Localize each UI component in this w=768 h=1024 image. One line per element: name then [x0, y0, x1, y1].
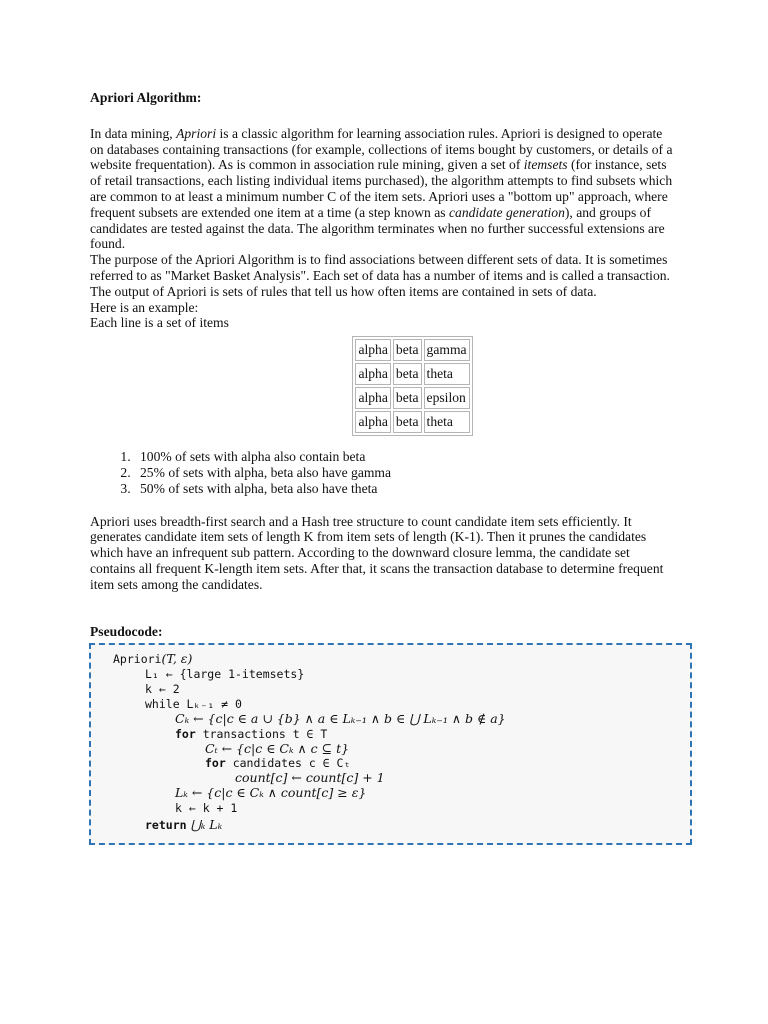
list-item: 3. 50% of sets with alpha, beta also have theta: [134, 481, 678, 497]
table-cell: theta: [424, 411, 470, 433]
code-line-6: [175, 727, 327, 741]
code-line-11: k ← k + 1: [175, 801, 238, 815]
code-line-12: [145, 817, 222, 832]
table-cell: epsilon: [424, 387, 470, 409]
code-line-4: [145, 697, 242, 711]
code-line-2: L₁ ← {large 1-itemsets}: [145, 667, 305, 681]
list-item: 2. 25% of sets with alpha, beta also have gamma: [134, 465, 678, 481]
intro-text-1: In data mining,: [90, 125, 177, 141]
intro-paragraph: [90, 126, 678, 252]
intro-text-3: (for instance, sets of retail transactions, each listing individual items purchased), the algorithm attempts to find subsets which are common to at least a minimum number C of the item sets. Apriori uses a "bottom up" approach, where frequent subsets are extended one item at a time (a step known as: [90, 157, 673, 220]
intro-itemsets-emph: itemsets: [523, 157, 568, 173]
intro-text-4: ), and groups of candidates are tested against the data. The algorithm terminates when no further successful extensions are found.: [90, 204, 665, 252]
code-while-cond: Lₖ₋₁ ≠ 0: [179, 697, 242, 711]
code-line-10: Lₖ ← {c|c ∈ Cₖ ∧ count[c] ≥ ε}: [175, 785, 367, 800]
intro-candgen-emph: candidate generation: [448, 204, 565, 220]
code-for-1-rest: transactions t ∈ T: [195, 727, 328, 741]
table-cell: alpha: [355, 363, 390, 385]
intro-text-2: is a classic algorithm for learning association rules. Apriori is designed to operate on databases containing transactions (for example, collections of items bought by customers, or details of a website frequentation). As is common in association rule mining, given a set of: [90, 125, 673, 173]
document-body: [90, 90, 678, 639]
code-keyword-return: return: [145, 818, 187, 832]
code-func-name: Apriori: [113, 652, 162, 666]
table-cell: beta: [393, 339, 422, 361]
table-row: [355, 363, 469, 385]
table-cell: alpha: [355, 387, 390, 409]
code-for-2-rest: candidates c ∈ Cₜ: [225, 756, 351, 770]
table-row: [355, 411, 469, 433]
code-keyword-while: while: [145, 697, 180, 711]
list-item: 1. 100% of sets with alpha also contain beta: [134, 449, 678, 465]
intro-apriori-emph: Apriori: [176, 125, 217, 141]
page-title: Apriori Algorithm:: [90, 90, 202, 105]
bfs-paragraph: Apriori uses breadth-first search and a Hash tree structure to count candidate item sets efficiently. It generates candidate item sets of length K from item sets of length (K-1). Then it prunes the candidates which have an infrequent sub pattern. According to the downward closure lemma, the candidate set contains all frequent K-length item sets. After that, it scans the transaction database to determine frequent item sets among the candidates.: [90, 513, 664, 592]
table-cell: alpha: [355, 339, 390, 361]
code-line-9: count[c] ← count[c] + 1: [235, 770, 385, 785]
rules-list: [90, 449, 678, 496]
items-label: Each line is a set of items: [90, 315, 229, 331]
table-row: [355, 387, 469, 409]
example-label: Here is an example:: [90, 299, 199, 315]
table-cell: theta: [424, 363, 470, 385]
code-line-3: k ← 2: [145, 682, 180, 696]
code-line-1: [113, 651, 192, 666]
table-cell: beta: [393, 387, 422, 409]
items-table: [352, 336, 472, 436]
pseudocode-block: [89, 643, 692, 845]
table-cell: alpha: [355, 411, 390, 433]
code-line-8: [205, 756, 350, 770]
code-line-5: Cₖ ← {c|c ∈ a ∪ {b} ∧ a ∈ Lₖ₋₁ ∧ b ∈ ⋃ Lₖ₋₁ ∧ b ∉ a}: [175, 711, 506, 726]
code-return-expr: ⋃ₖ Lₖ: [186, 817, 223, 832]
code-keyword-for-1: for: [175, 727, 196, 741]
table-cell: beta: [393, 411, 422, 433]
pseudocode-heading: Pseudocode:: [90, 623, 163, 639]
table-row: [355, 339, 469, 361]
purpose-paragraph: The purpose of the Apriori Algorithm is to find associations between different sets of data. It is sometimes referred to as "Market Basket Analysis". Each set of data has a number of items and is called a transaction. The output of Apriori is sets of rules that tell us how often items are contained in sets of data.: [90, 252, 670, 299]
code-line-7: Cₜ ← {c|c ∈ Cₖ ∧ c ⊆ t}: [205, 741, 350, 756]
table-cell: beta: [393, 363, 422, 385]
table-cell: gamma: [424, 339, 470, 361]
code-keyword-for-2: for: [205, 756, 226, 770]
code-func-args: (T, ε): [161, 651, 193, 666]
